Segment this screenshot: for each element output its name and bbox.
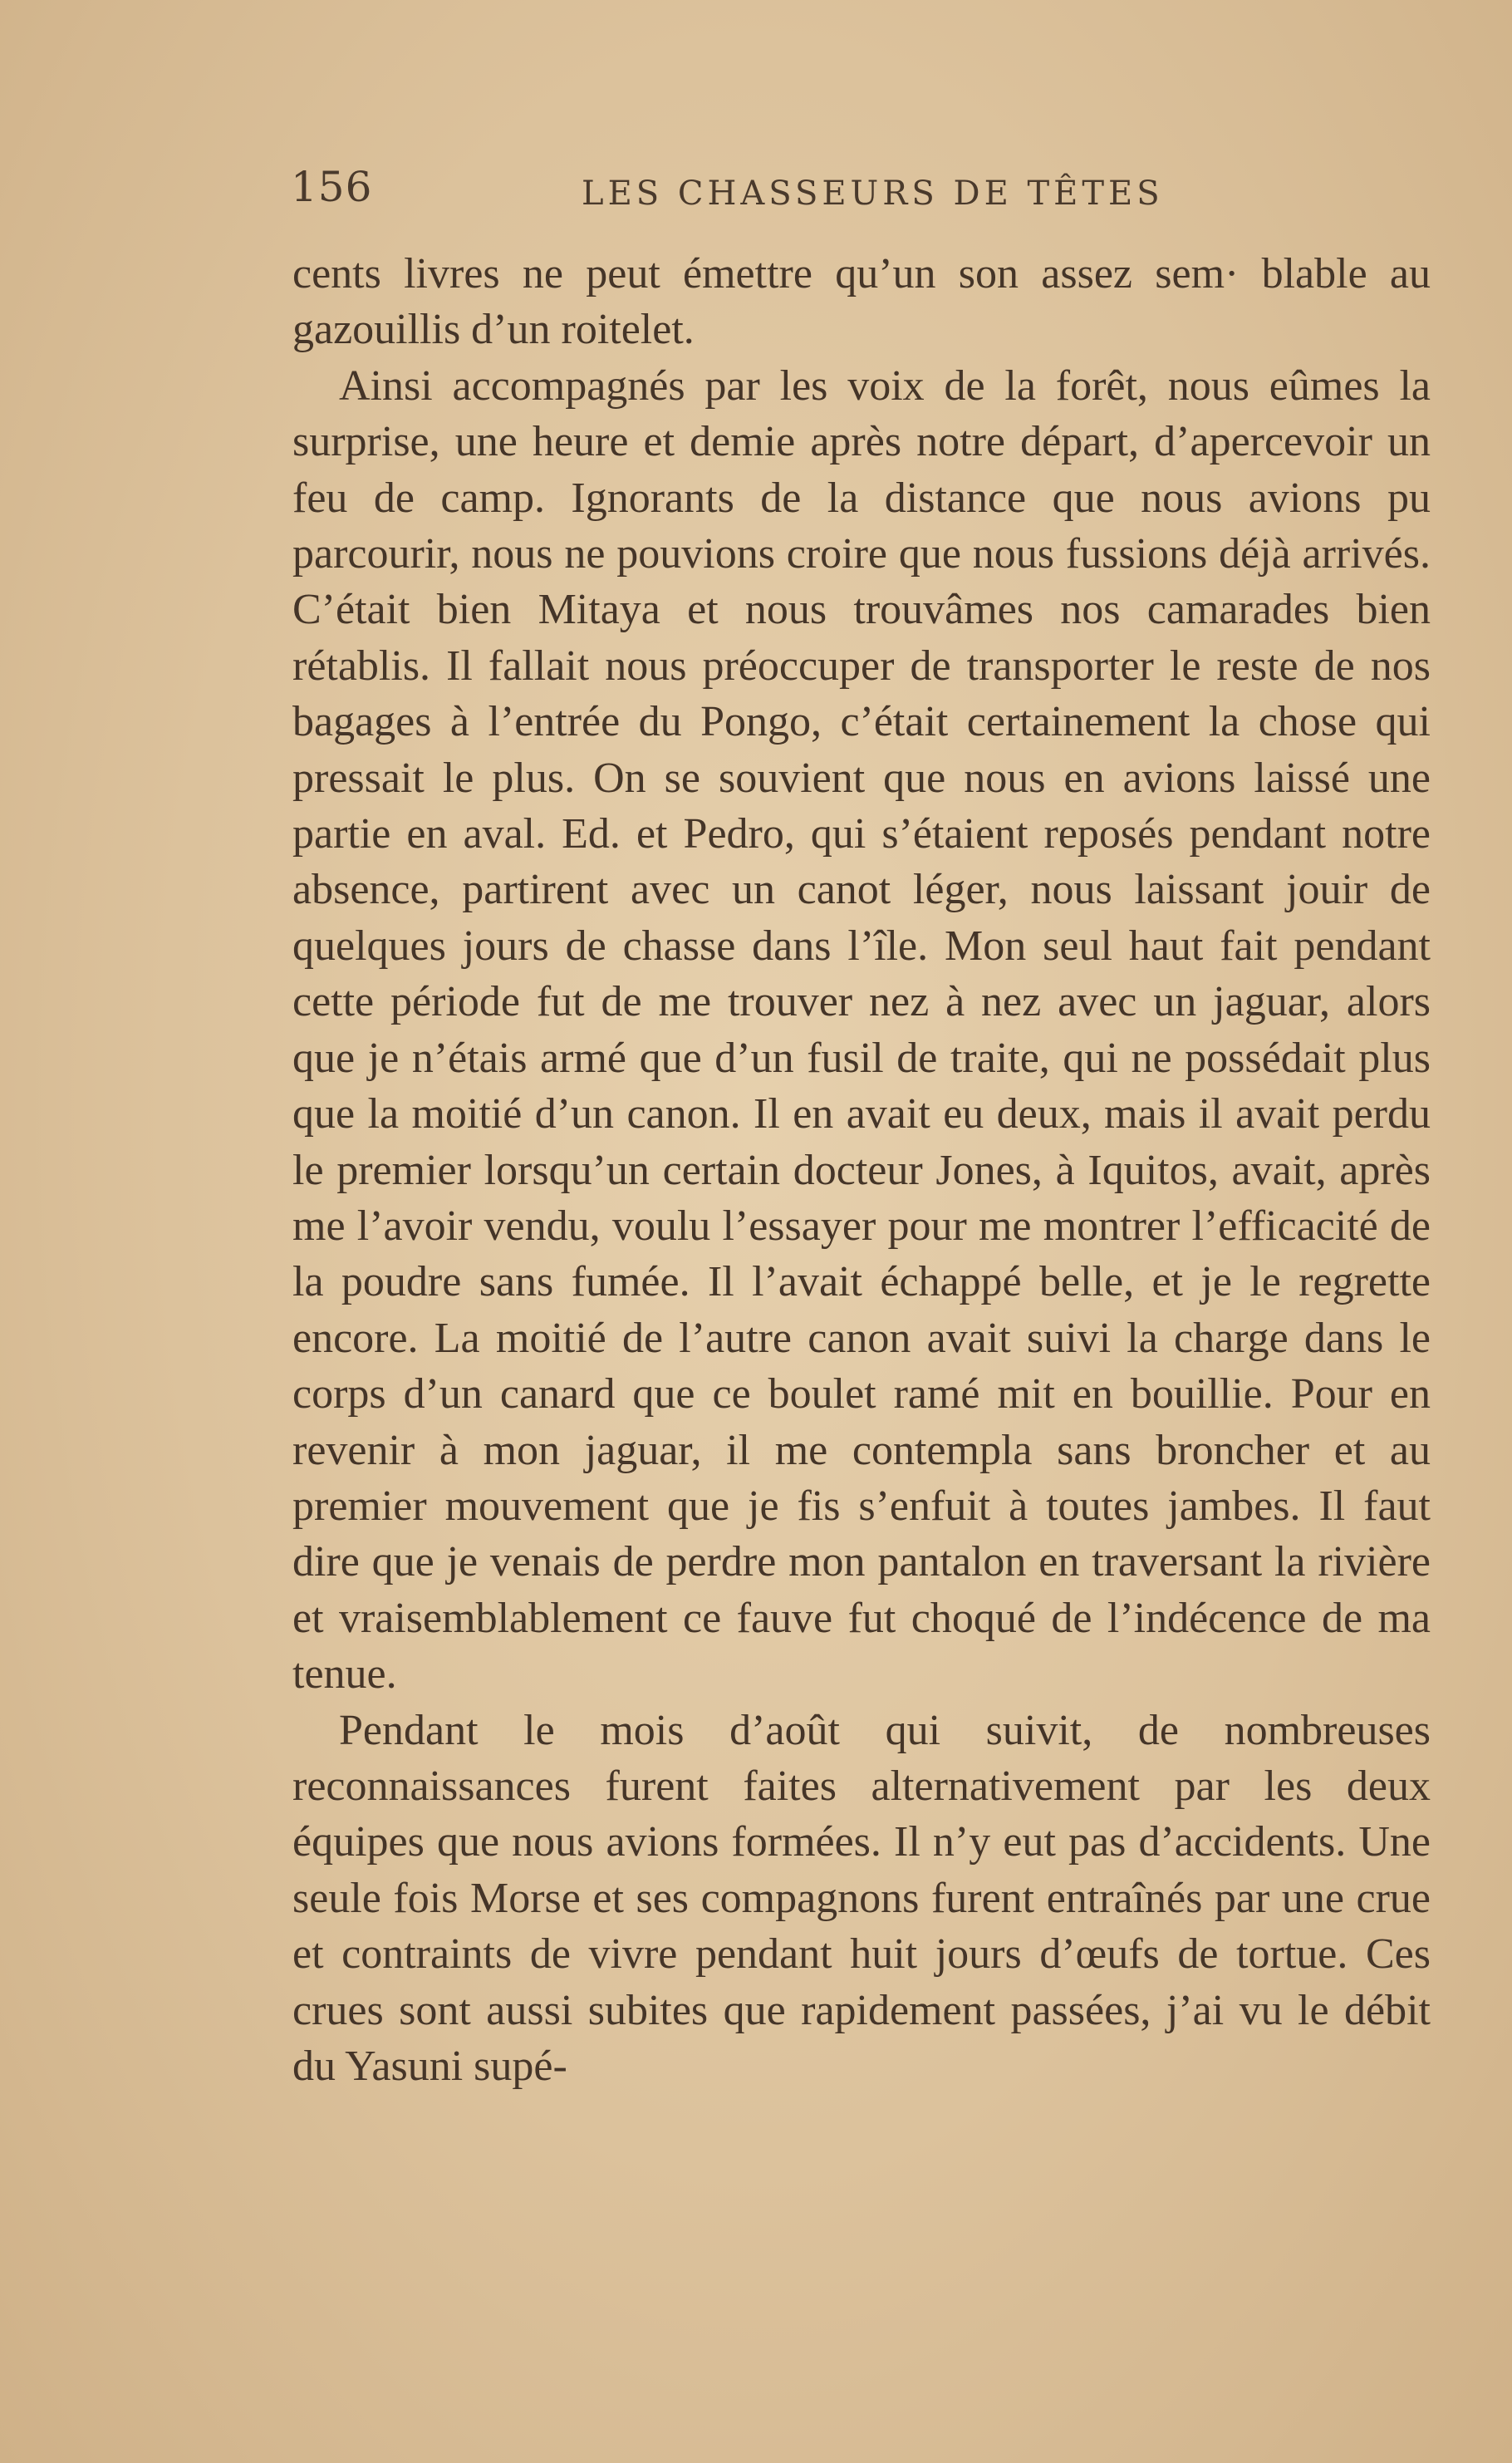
page-header — [291, 163, 1431, 216]
paragraph-continuation: cents livres ne peut émettre qu’un son assez sem· blable au gazouillis d’un roitelet. — [292, 250, 1431, 354]
running-title: LES CHASSEURS DE TÊTES — [582, 175, 1164, 213]
page-number: 156 — [291, 163, 373, 211]
paragraph-august-reconnaissance: Pendant le mois d’août qui suivit, de nombreuses reconnaissances furent faites alternativement par les deux équipes que nous avions formées. Il n’y eut pas d’accidents. Une seule fois Morse et ses compagnons furent entraînés par une crue et contraints de vivre pendant huit jours d’œufs de tortue. Ces crues sont aussi subites que rapidement passées, j’ai vu le débit du Yasuni supé- — [292, 1706, 1431, 2090]
paragraph-forest-camp: Ainsi accompagnés par les voix de la forêt, nous eûmes la surprise, une heure et demie après notre départ, d’apercevoir un feu de camp. Ignorants de la distance que nous avions pu parcourir, nous ne pouvions croire que nous fussions déjà arrivés. C’était bien Mitaya et nous trouvâmes nos camarades bien rétablis. Il fallait nous préoccuper de transporter le reste de nos bagages à l’entrée du Pongo, c’était certainement la chose qui pressait le plus. On se souvient que nous en avions laissé une partie en aval. Ed. et Pedro, qui s’étaient reposés pendant notre absence, partirent avec un canot léger, nous laissant jouir de quelques jours de chasse dans l’île. Mon seul haut fait pendant cette période fut de me trouver nez à nez avec un jaguar, alors que je n’étais armé que d’un fusil de traite, qui ne possédait plus que la moitié d’un canon. Il en avait eu deux, mais il avait perdu le premier lorsqu’un certain docteur Jones, à Iquitos, avait, après me l’avoir vendu, voulu l’essayer pour me montrer l’efficacité de la poudre sans fumée. Il l’avait échappé belle, et je le regrette encore. La moitié de l’autre canon avait suivi la charge dans le corps d’un canard que ce boulet ramé mit en bouillie. Pour en revenir à mon jaguar, il me contempla sans broncher et au premier mouvement que je fis s’enfuit à toutes jambes. Il faut dire que je venais de perdre mon pantalon en traversant la rivière et vraisemblablement ce fauve fut choqué de l’indécence de ma tenue. — [292, 361, 1431, 1699]
body-text — [292, 246, 1431, 2094]
